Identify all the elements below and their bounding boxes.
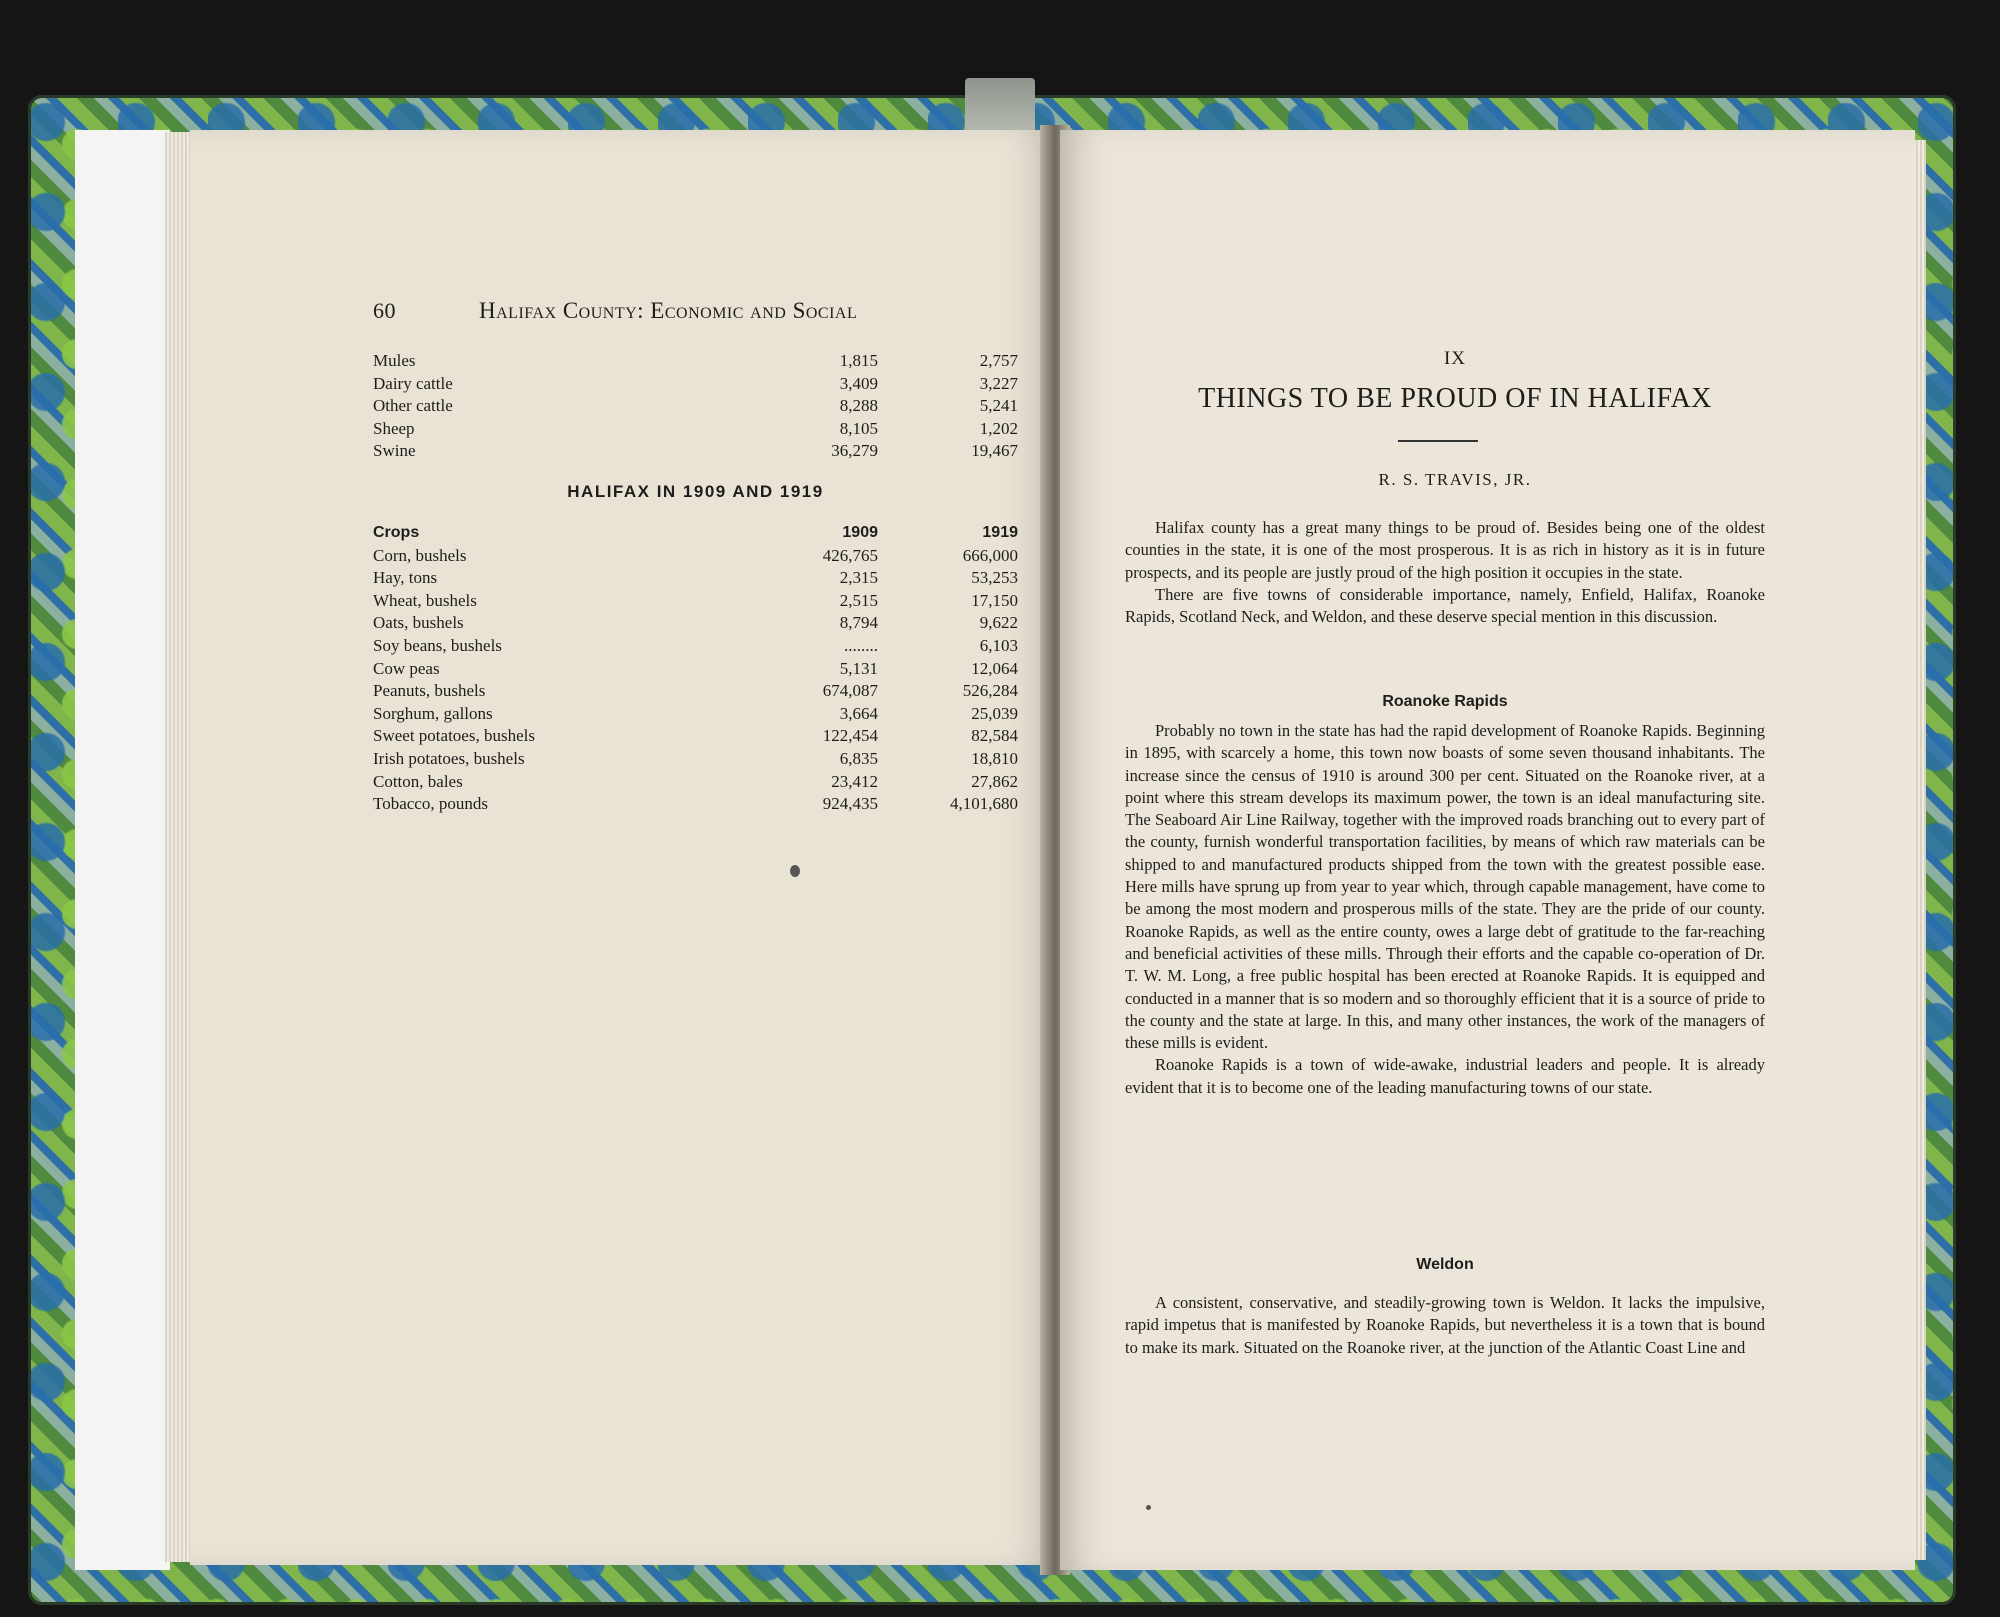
- book-spine: [965, 78, 1035, 138]
- row-label-text: Soy beans, bushels: [373, 636, 506, 655]
- value-1919: 82,584: [971, 726, 1018, 746]
- ink-dot: [1146, 1505, 1151, 1510]
- table-row: [373, 373, 1018, 396]
- value-1919: 53,253: [971, 568, 1018, 588]
- value-1909: 6,835: [839, 748, 878, 768]
- value-1919: 526,284: [962, 681, 1018, 701]
- value-1919: 4,101,680: [950, 794, 1018, 814]
- row-label-text: Tobacco, pounds: [373, 794, 492, 813]
- table-row: [373, 793, 1018, 816]
- row-label-text: Dairy cattle: [373, 374, 457, 393]
- value-1919: 3,227: [979, 373, 1018, 393]
- value-1919: 6,103: [979, 635, 1018, 655]
- row-label: [373, 635, 793, 658]
- page-tab-strip: [75, 130, 170, 1570]
- table-row: [373, 567, 1018, 590]
- row-label-text: Irish potatoes, bushels: [373, 749, 529, 768]
- table-row: [373, 680, 1018, 703]
- row-label-text: Cow peas: [373, 659, 444, 678]
- row-label: [373, 680, 793, 703]
- row-label: [373, 748, 793, 771]
- table-row: [373, 350, 1018, 373]
- author-line: R. S. TRAVIS, JR.: [1378, 470, 1532, 489]
- row-label: [373, 793, 793, 816]
- paragraph: There are five towns of considerable importance, namely, Enfield, Halifax, Roanoke Rapids, Scotland Neck, and Weldon, and these deserve special mention in this discussion.: [1125, 584, 1765, 627]
- paragraph: Probably no town in the state has had the rapid development of Roanoke Rapids. Beginning in 1895, with scarcely a home, this town now boasts of some seven thousand inhabitants. The increase since the census of 1910 is around 300 per cent. Situated on the Roanoke river, at a point where this stream develops its maximum power, the town is an ideal manufacturing site. The Seaboard Air Line Railway, together with the improved roads branching out to every part of the county, furnish wonderful transportation facilities, by means of which raw materials can be shipped to and manufactured products shipped from the town with the greatest possible ease. Here mills have sprung up from year to year which, through capable management, have come to be among the most modern and prosperous mills of the state. They are the pride of our county. Roanoke Rapids, as well as the entire county, owes a large debt of gratitude to the far-reaching and beneficial activities of these mills. Through their efforts and the capable co-operation of Dr. T. W. M. Long, a free public hospital has been erected at Roanoke Rapids. It is equipped and conducted in a manner that is so modern and so thoroughly efficient that it is a source of pride to the county and the state at large. In this, and many other instances, the work of the managers of these mills is evident.: [1125, 721, 1765, 1053]
- ink-spot: [790, 865, 800, 877]
- table-row: [373, 440, 1018, 463]
- row-label: [373, 771, 793, 794]
- livestock-table: [373, 350, 1018, 463]
- left-page: [190, 130, 1055, 1565]
- table-row: [373, 725, 1018, 748]
- value-1909: 426,765: [822, 545, 878, 565]
- crops-header-label: Crops: [373, 524, 420, 541]
- page-number: 60: [373, 298, 396, 323]
- row-label-text: Cotton, bales: [373, 772, 467, 791]
- value-1909: 122,454: [822, 726, 878, 746]
- row-label: [373, 612, 793, 635]
- paragraph: Roanoke Rapids is a town of wide-awake, industrial leaders and people. It is already evident that it is to become one of the leading manufacturing towns of our state.: [1125, 1055, 1765, 1097]
- row-label-text: Oats, bushels: [373, 613, 468, 632]
- table-row: [373, 771, 1018, 794]
- roanoke-rapids-text: [1125, 720, 1765, 1099]
- crops-table: [373, 522, 1018, 816]
- table-row: [373, 395, 1018, 418]
- crops-header-1919: 1919: [982, 524, 1018, 541]
- row-label-text: Sorghum, gallons: [373, 704, 497, 723]
- row-label: [373, 725, 793, 748]
- value-1919: 27,862: [971, 771, 1018, 791]
- section-heading-roanoke-rapids: Roanoke Rapids: [1382, 693, 1508, 710]
- running-title: Halifax County: Economic and Social: [479, 298, 858, 323]
- chapter-title: THINGS TO BE PROUD OF IN HALIFAX: [1198, 383, 1712, 414]
- row-label-text: Sheep: [373, 419, 419, 438]
- paragraph: Halifax county has a great many things to be proud of. Besides being one of the oldest counties in the state, it is one of the most prosperous. It is as rich in history as it is in future prospects, and its people are justly proud of the high position it occupies in the state.: [1125, 518, 1765, 582]
- value-1919: 5,241: [979, 396, 1018, 416]
- value-1919: 9,622: [979, 613, 1018, 633]
- row-label-text: Peanuts, bushels: [373, 681, 489, 700]
- crops-header-1909: 1909: [842, 524, 878, 541]
- table-row: [373, 703, 1018, 726]
- paragraph: A consistent, conservative, and steadily-growing town is Weldon. It lacks the impulsive, rapid impetus that is manifested by Roanoke Rapids, but nevertheless it is a town that is bound to make its mark. Situated on the Roanoke river, at the junction of the Atlantic Coast Line and: [1125, 1293, 1765, 1357]
- row-label-text: Corn, bushels: [373, 546, 471, 565]
- row-label-text: Mules: [373, 351, 420, 370]
- value-1919: 666,000: [962, 545, 1018, 565]
- value-1909: 1,815: [839, 351, 878, 370]
- row-label: [373, 418, 793, 441]
- row-label: [373, 350, 793, 373]
- table-row: [373, 545, 1018, 568]
- value-1909: 2,315: [839, 568, 878, 588]
- row-label: [373, 440, 793, 463]
- value-1909: 8,288: [839, 396, 878, 416]
- row-label: [373, 590, 793, 613]
- row-label: [373, 395, 793, 418]
- right-page: [1060, 130, 1915, 1570]
- title-rule: [1398, 440, 1478, 442]
- value-1919: 12,064: [971, 658, 1018, 678]
- row-label-text: Other cattle: [373, 396, 457, 415]
- section-heading-weldon: Weldon: [1416, 1256, 1474, 1273]
- value-1909: 924,435: [822, 794, 878, 814]
- value-1909: 3,664: [839, 703, 878, 723]
- value-1919: 1,202: [979, 418, 1018, 438]
- table-row: [373, 418, 1018, 441]
- table-row: [373, 612, 1018, 635]
- value-1909: 674,087: [822, 681, 878, 701]
- value-1909: ........: [844, 635, 878, 655]
- row-label: [373, 658, 793, 681]
- crops-header-row: [373, 522, 1018, 545]
- value-1919: 18,810: [971, 748, 1018, 768]
- running-head: [373, 298, 857, 324]
- row-label-text: Hay, tons: [373, 568, 441, 587]
- intro-text: [1125, 517, 1765, 628]
- chapter-number: IX: [1443, 348, 1467, 369]
- value-1919: 25,039: [971, 703, 1018, 723]
- row-label: [373, 373, 793, 396]
- table-row: [373, 590, 1018, 613]
- table-row: [373, 635, 1018, 658]
- row-label: [373, 545, 793, 568]
- value-1919: 2,757: [979, 351, 1018, 370]
- value-1909: 36,279: [831, 441, 878, 461]
- table-subheading: HALIFAX IN 1909 AND 1919: [567, 482, 824, 501]
- weldon-text: [1125, 1292, 1765, 1359]
- value-1909: 3,409: [839, 373, 878, 393]
- value-1919: 17,150: [971, 590, 1018, 610]
- row-label-text: Wheat, bushels: [373, 591, 481, 610]
- value-1909: 2,515: [839, 590, 878, 610]
- value-1909: 8,105: [839, 418, 878, 438]
- table-row: [373, 658, 1018, 681]
- row-label-text: Swine: [373, 441, 420, 460]
- value-1909: 8,794: [839, 613, 878, 633]
- table-row: [373, 748, 1018, 771]
- value-1909: 5,131: [839, 658, 878, 678]
- value-1919: 19,467: [971, 441, 1018, 461]
- row-label: [373, 567, 793, 590]
- row-label: [373, 703, 793, 726]
- row-label-text: Sweet potatoes, bushels: [373, 726, 539, 745]
- value-1909: 23,412: [831, 771, 878, 791]
